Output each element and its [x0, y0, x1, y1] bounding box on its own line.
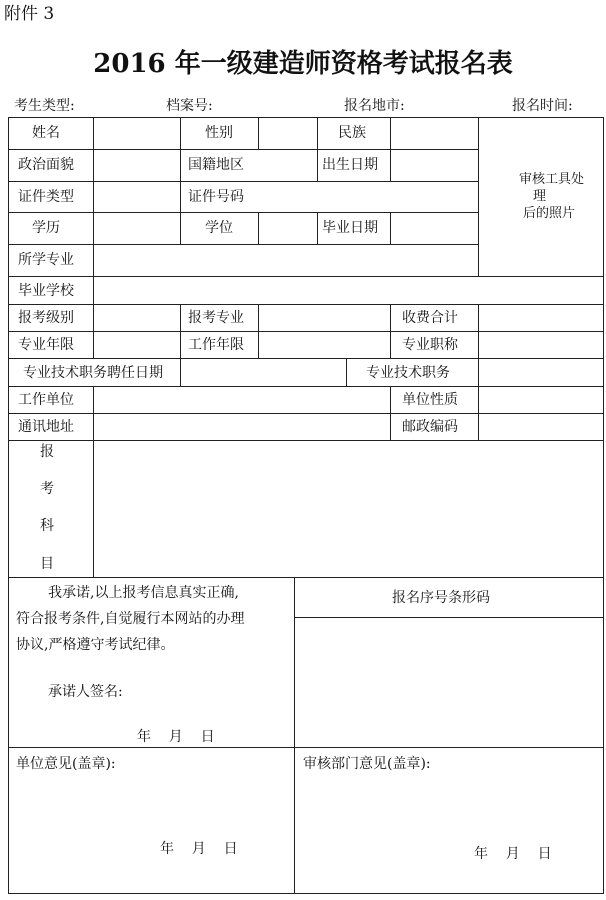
fee-total-field[interactable] [479, 305, 603, 331]
school-field[interactable] [94, 277, 603, 304]
pledge-date: 年 月 日 [137, 729, 215, 745]
name-field[interactable] [94, 118, 180, 149]
barcode-label: 报名序号条形码 [392, 590, 490, 606]
postcode-label: 邮政编码 [402, 419, 458, 435]
degree-field[interactable] [259, 213, 317, 244]
id-number-label: 证件号码 [188, 189, 244, 205]
subjects-label-char-2: 考 [40, 481, 54, 497]
barcode-area [295, 618, 603, 747]
exam-level-field[interactable] [94, 305, 180, 331]
subjects-label-char-4: 目 [40, 556, 54, 572]
degree-label: 学位 [205, 220, 233, 236]
unit-opinion-field[interactable] [9, 748, 294, 893]
address-label: 通讯地址 [18, 419, 74, 435]
pledge-line-3: 协议,严格遵守考试纪律。 [16, 637, 175, 653]
ethnicity-label: 民族 [338, 125, 366, 141]
gender-field[interactable] [259, 118, 317, 149]
id-type-field[interactable] [94, 182, 180, 212]
file-no-label: 档案号: [166, 98, 213, 114]
prof-title-field[interactable] [479, 332, 603, 358]
major-field[interactable] [94, 245, 478, 276]
political-label: 政治面貌 [18, 157, 74, 173]
tech-post-date-label: 专业技术职务聘任日期 [23, 365, 163, 381]
exam-major-label: 报考专业 [188, 310, 244, 326]
birthdate-field[interactable] [391, 150, 478, 181]
page-title: 2016 年一级建造师资格考试报名表 [93, 49, 513, 79]
id-type-label: 证件类型 [18, 189, 74, 205]
subjects-label-char-3: 科 [40, 518, 54, 534]
unit-opinion-date: 年 月 日 [160, 841, 238, 857]
unit-nature-label: 单位性质 [402, 392, 458, 408]
subjects-label-char-1: 报 [40, 444, 54, 460]
attachment-label: 附件 3 [4, 4, 55, 24]
exam-major-field[interactable] [259, 305, 390, 331]
tech-post-date-field[interactable] [181, 359, 346, 386]
grad-date-field[interactable] [391, 213, 478, 244]
work-unit-field[interactable] [94, 387, 390, 413]
unit-opinion-label: 单位意见(盖章): [16, 756, 116, 772]
subjects-field[interactable] [94, 441, 603, 577]
name-label: 姓名 [32, 125, 60, 141]
time-label: 报名时间: [512, 98, 573, 114]
work-years-label: 工作年限 [188, 337, 244, 353]
address-field[interactable] [94, 414, 390, 440]
exam-type-label: 考生类型: [14, 98, 75, 114]
tech-post-label: 专业技术职务 [366, 365, 450, 381]
grad-date-label: 毕业日期 [322, 220, 378, 236]
review-opinion-field[interactable] [295, 748, 603, 893]
id-number-field[interactable] [259, 182, 478, 212]
gender-label: 性别 [205, 125, 233, 141]
pledge-line-1: 我承诺,以上报考信息真实正确, [48, 585, 239, 601]
work-years-field[interactable] [259, 332, 390, 358]
school-label: 毕业学校 [18, 283, 74, 299]
pledge-line-2: 符合报考条件,自觉履行本网站的办理 [16, 611, 245, 627]
ethnicity-field[interactable] [391, 118, 478, 149]
work-unit-label: 工作单位 [18, 392, 74, 408]
education-label: 学历 [32, 220, 60, 236]
education-field[interactable] [94, 213, 180, 244]
signature-field[interactable] [150, 680, 288, 704]
political-field[interactable] [94, 150, 180, 181]
pledge-signature-label: 承诺人签名: [48, 684, 123, 700]
photo-text-2: 理 [533, 189, 547, 204]
photo-text-3: 后的照片 [523, 206, 576, 221]
review-opinion-label: 审核部门意见(盖章): [303, 756, 431, 772]
exam-level-label: 报考级别 [18, 310, 74, 326]
major-years-field[interactable] [94, 332, 180, 358]
major-years-label: 专业年限 [18, 337, 74, 353]
postcode-field[interactable] [479, 414, 603, 440]
photo-text-1: 审核工具处 [519, 172, 585, 187]
fee-total-label: 收费合计 [402, 310, 458, 326]
nationality-field[interactable] [259, 150, 317, 181]
unit-nature-field[interactable] [479, 387, 603, 413]
tech-post-field[interactable] [479, 359, 603, 386]
review-opinion-date: 年 月 日 [474, 846, 552, 862]
nationality-label: 国籍地区 [188, 157, 244, 173]
birthdate-label: 出生日期 [322, 157, 378, 173]
major-label: 所学专业 [18, 252, 74, 268]
prof-title-label: 专业职称 [402, 337, 458, 353]
location-label: 报名地市: [344, 98, 405, 114]
